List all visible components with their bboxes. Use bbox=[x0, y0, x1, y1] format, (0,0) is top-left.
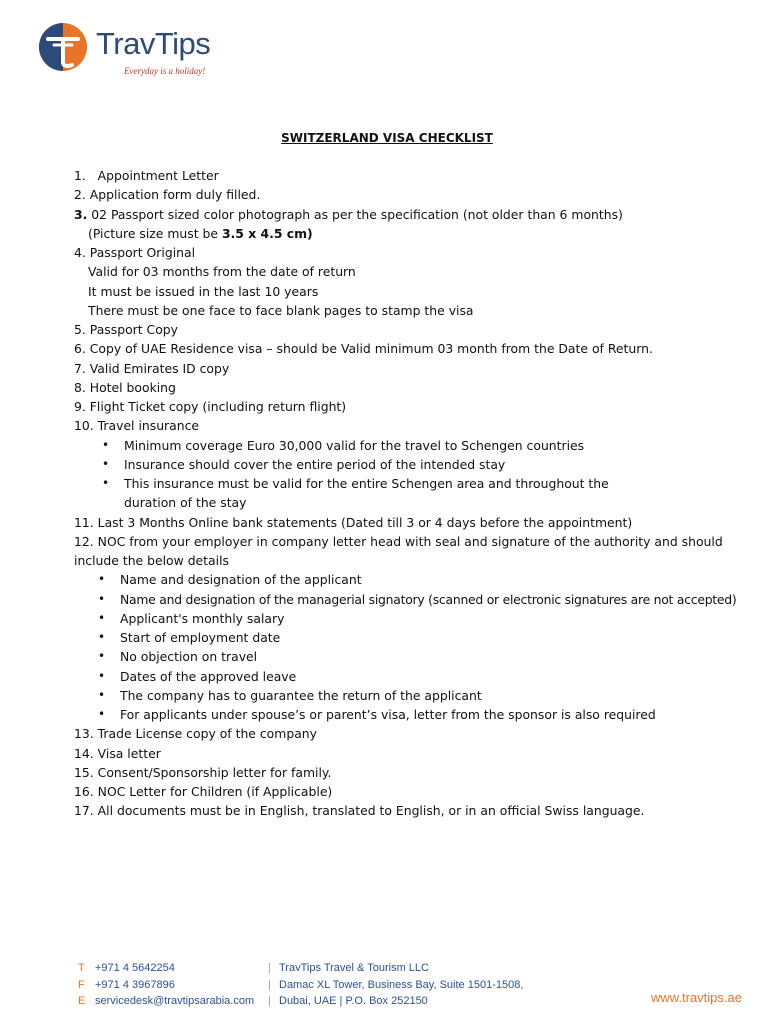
bullet-item: • Name and designation of the applicant bbox=[74, 570, 764, 589]
item-number: 4. bbox=[74, 245, 86, 260]
phone-line bbox=[78, 960, 254, 977]
bullet-icon: • bbox=[102, 456, 110, 471]
item-text: Appointment Letter bbox=[97, 168, 219, 183]
list-item bbox=[74, 166, 764, 185]
item-number: 5. bbox=[74, 322, 86, 337]
item-number: 16. bbox=[74, 784, 94, 799]
bullet-item: • Insurance should cover the entire period of the intended stay bbox=[74, 455, 764, 474]
travtips-logo-icon bbox=[38, 22, 88, 72]
item-text: Copy of UAE Residence visa – should be Valid minimum 03 month from the Date of Return. bbox=[89, 341, 653, 357]
address-line: Dubai, UAE | P.O. Box 252150 bbox=[279, 995, 428, 1007]
item-number: 11. bbox=[74, 514, 94, 530]
list-item bbox=[74, 243, 764, 262]
bullet-icon: • bbox=[98, 610, 106, 625]
bullet-item: • Start of employment date bbox=[74, 628, 764, 647]
item-text: 02 Passport sized color photograph as per the specification (not older than 6 months) bbox=[91, 206, 623, 222]
item-text: Passport Copy bbox=[89, 322, 178, 337]
item-text: Consent/Sponsorship letter for family. bbox=[97, 764, 332, 780]
item-text: Application form duly filled. bbox=[89, 187, 261, 203]
fax-label: F bbox=[78, 978, 85, 991]
item-text: Valid Emirates ID copy bbox=[89, 360, 230, 376]
phone-label: T bbox=[78, 962, 85, 974]
fax-number: +971 4 3967896 bbox=[95, 978, 175, 991]
email-line bbox=[78, 993, 254, 1010]
logo-name: TravTips bbox=[96, 26, 211, 61]
bullet-item: • Minimum coverage Euro 30,000 valid for the travel to Schengen countries bbox=[74, 436, 764, 455]
bullet-item: • For applicants under spouse’s or parent’s visa, letter from the sponsor is also required bbox=[74, 705, 764, 724]
item-number: 7. bbox=[74, 360, 86, 376]
logo-tagline: Everyday is a holiday! bbox=[124, 66, 206, 76]
item-text: Flight Ticket copy (including return flight) bbox=[89, 399, 347, 414]
item-number: 9. bbox=[74, 399, 86, 414]
item-number: 8. bbox=[74, 379, 86, 395]
item-subline: Valid for 03 months from the date of return bbox=[88, 264, 356, 280]
bullet-icon: • bbox=[98, 687, 106, 702]
item-subline: It must be issued in the last 10 years bbox=[88, 283, 319, 299]
bullet-item: • Applicant's monthly salary bbox=[74, 609, 764, 628]
company-logo bbox=[38, 20, 238, 80]
item-subline: (Picture size must be 3.5 x 4.5 cm) bbox=[88, 225, 313, 241]
list-item bbox=[74, 532, 764, 571]
list-item bbox=[74, 724, 764, 743]
photo-size: 3.5 x 4.5 cm) bbox=[221, 225, 313, 241]
item-number: 12. bbox=[74, 533, 94, 549]
item-number: 13. bbox=[74, 726, 94, 742]
item-text: Last 3 Months Online bank statements (Dated till 3 or 4 days before the appointment) bbox=[97, 514, 633, 530]
bullet-icon: • bbox=[102, 476, 110, 490]
list-item bbox=[74, 744, 764, 763]
item-number: 14. bbox=[74, 745, 94, 761]
list-item bbox=[74, 320, 764, 339]
bullet-icon: • bbox=[102, 437, 110, 452]
bullet-item: • The company has to guarantee the return of the applicant bbox=[74, 686, 764, 705]
list-item bbox=[74, 339, 764, 358]
bullet-icon: • bbox=[98, 707, 106, 721]
list-item bbox=[74, 782, 764, 801]
company-address bbox=[279, 960, 523, 1010]
list-item bbox=[74, 397, 764, 416]
bullet-icon: • bbox=[98, 668, 106, 683]
bullet-icon: • bbox=[98, 630, 106, 644]
item-text: Hotel booking bbox=[89, 379, 176, 395]
item-text: Travel insurance bbox=[97, 418, 200, 434]
address-line: Damac XL Tower, Business Bay, Suite 1501-1508, bbox=[279, 978, 524, 991]
list-item bbox=[74, 513, 764, 532]
email-label: E bbox=[78, 995, 86, 1007]
item-number: 10. bbox=[74, 418, 94, 434]
list-item bbox=[74, 205, 764, 224]
fax-line bbox=[78, 977, 254, 994]
bullet-continuation: duration of the stay bbox=[124, 495, 247, 511]
item-number: 3. bbox=[74, 206, 88, 222]
list-item bbox=[74, 185, 764, 204]
item-number: 1. bbox=[74, 168, 86, 183]
list-item bbox=[74, 416, 764, 435]
bullet-icon: • bbox=[98, 591, 105, 606]
item-number: 15. bbox=[74, 764, 94, 780]
bullet-item: • No objection on travel bbox=[74, 647, 764, 666]
item-subline: There must be one face to face blank pages to stamp the visa bbox=[88, 302, 474, 318]
list-item bbox=[74, 359, 764, 378]
footer-separator: | | | bbox=[268, 962, 271, 1007]
item-text: NOC Letter for Children (if Applicable) bbox=[97, 784, 333, 799]
website-link[interactable]: www.travtips.ae bbox=[650, 990, 742, 1005]
contact-details bbox=[78, 960, 254, 1010]
list-item bbox=[74, 801, 764, 820]
item-text: All documents must be in English, translated to English, or in an official Swiss language. bbox=[97, 803, 645, 819]
item-text: Visa letter bbox=[97, 745, 161, 761]
company-name: TravTips Travel & Tourism LLC bbox=[279, 962, 429, 974]
item-number: 2. bbox=[74, 187, 86, 203]
phone-number: +971 4 5642254 bbox=[95, 962, 175, 974]
bullet-item: • Name and designation of the managerial signatory (scanned or electronic signatures are not accepted) bbox=[74, 590, 764, 609]
item-text: NOC from your employer in company letter head with seal and signature of the authority and should include the below details bbox=[74, 533, 723, 568]
item-text: Passport Original bbox=[89, 245, 196, 260]
bullet-item: • Dates of the approved leave bbox=[74, 667, 764, 686]
page-title: SWITZERLAND VISA CHECKLIST bbox=[281, 131, 493, 145]
item-number: 17. bbox=[74, 803, 94, 819]
bullet-icon: • bbox=[98, 572, 106, 587]
item-text: Trade License copy of the company bbox=[97, 726, 317, 742]
bullet-icon: • bbox=[98, 649, 106, 664]
item-number: 6. bbox=[74, 341, 86, 357]
list-item bbox=[74, 763, 764, 782]
email-link[interactable]: servicedesk@travtipsarabia.com bbox=[95, 995, 255, 1007]
list-item bbox=[74, 378, 764, 397]
bullet-item: • This insurance must be valid for the entire Schengen area and throughout the bbox=[74, 474, 764, 493]
checklist bbox=[74, 166, 764, 821]
page-footer bbox=[0, 960, 768, 1020]
